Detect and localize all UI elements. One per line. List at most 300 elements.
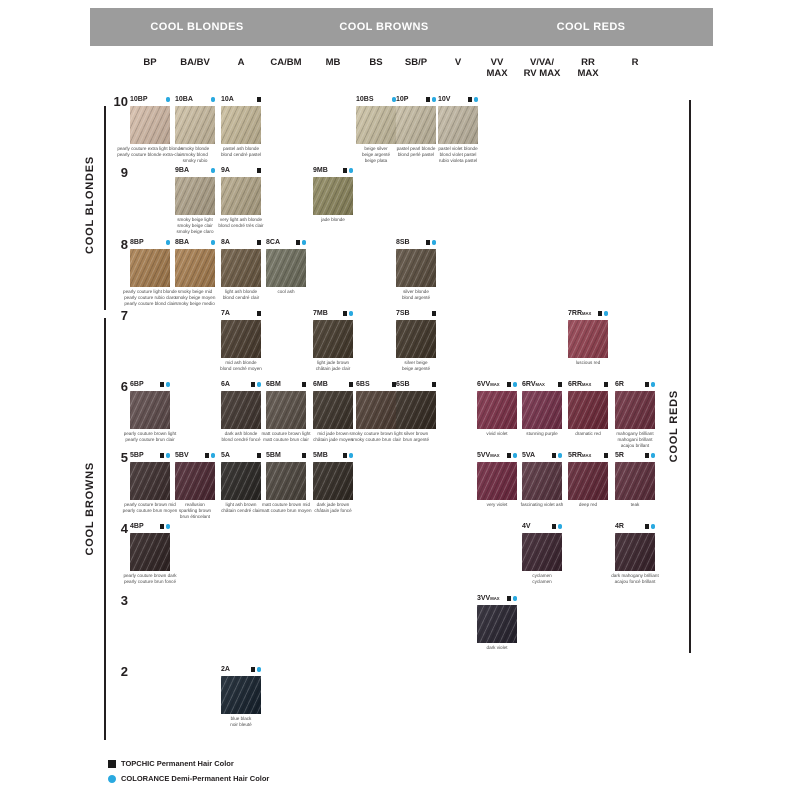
- shade-description: silver blonde blond argenté: [401, 289, 431, 301]
- shade-code: 6BM: [266, 381, 281, 388]
- shade-description: reallusion sparkling brown brun étincelant: [178, 502, 212, 520]
- shade-code: 9MB: [313, 167, 328, 174]
- cool-reds-bracket-line: [689, 100, 691, 653]
- column-header-bp: BP: [143, 57, 157, 68]
- hair-swatch: [568, 320, 608, 358]
- hair-swatch: [396, 106, 436, 144]
- row-level-7: 7: [120, 308, 128, 323]
- topchic-marker-icon: [426, 240, 431, 245]
- shade-markers: [598, 310, 609, 316]
- shade-code: 6VVMAX: [477, 381, 500, 388]
- shade-description: cool ash: [277, 289, 295, 294]
- shade-cell-header: [568, 452, 608, 461]
- shade-cell-header: [130, 96, 170, 105]
- shade-cell-header: [615, 381, 655, 390]
- hair-swatch: [356, 106, 396, 144]
- hair-swatch: [221, 249, 261, 287]
- shade-description: pearly couture brown light pearly couture brun clair: [123, 431, 177, 443]
- shade-description: silver beige beige argenté: [401, 360, 431, 372]
- row-level-9: 9: [120, 165, 128, 180]
- topchic-marker-icon: [160, 453, 165, 458]
- shade-markers: [257, 167, 262, 173]
- hair-swatch: [130, 462, 170, 500]
- colorance-marker-icon: [604, 311, 609, 316]
- shade-cell-header: [130, 452, 170, 461]
- side-label-cool-reds: COOL REDS: [668, 390, 680, 463]
- shade-cell-6sb: [396, 381, 436, 443]
- colorance-marker-icon: [349, 311, 354, 316]
- topchic-marker-icon: [302, 453, 307, 458]
- shade-code: 5RRMAX: [568, 452, 592, 459]
- hair-swatch: [356, 391, 396, 429]
- shade-cell-header: [356, 381, 396, 390]
- shade-markers: [302, 381, 307, 387]
- hair-swatch: [221, 676, 261, 714]
- shade-cell-header: [266, 381, 306, 390]
- topchic-marker-icon: [507, 382, 512, 387]
- legend-label-colorance: COLORANCE Demi-Permanent Hair Color: [121, 774, 270, 783]
- shade-markers: [604, 452, 609, 458]
- topchic-marker-icon: [160, 382, 165, 387]
- shade-cell-9a: [218, 167, 264, 229]
- shade-code: 4R: [615, 523, 624, 530]
- shade-cell-header: [477, 381, 517, 390]
- shade-code: 5BP: [130, 452, 144, 459]
- row-level-5: 5: [120, 450, 128, 465]
- shade-cell-header: [130, 239, 170, 248]
- hair-swatch: [522, 462, 562, 500]
- shade-cell-header: [266, 452, 306, 461]
- shade-cell-header: [396, 239, 436, 248]
- side-label-cool-blondes: COOL BLONDES: [84, 156, 96, 255]
- colorance-marker-icon: [513, 596, 518, 601]
- hair-swatch: [615, 391, 655, 429]
- shade-cell-header: [221, 167, 261, 176]
- shade-cell-header: [313, 167, 353, 176]
- shade-cell-header: [175, 452, 215, 461]
- shade-markers: [552, 452, 563, 458]
- shade-description: beige silver beige argenté beige plata: [361, 146, 391, 164]
- shade-markers: [604, 381, 609, 387]
- hair-swatch: [130, 249, 170, 287]
- shade-description: dark ash blonde blond cendré foncé: [221, 431, 261, 443]
- shade-cell-header: [438, 96, 478, 105]
- shade-markers: [558, 381, 563, 387]
- column-header-vvarvmax: V/VA/ RV MAX: [523, 57, 561, 79]
- shade-markers: [257, 239, 262, 245]
- shade-cell-6r: [615, 381, 655, 450]
- hair-swatch: [130, 106, 170, 144]
- shade-cell-4r: [611, 523, 659, 585]
- hair-swatch: [130, 533, 170, 571]
- topchic-marker-icon: [552, 524, 557, 529]
- shade-cell-header: [130, 523, 170, 532]
- colorance-marker-icon: [349, 453, 354, 458]
- row-level-3: 3: [120, 593, 128, 608]
- column-header-cabm: CA/BM: [270, 57, 302, 68]
- colorance-marker-icon: [166, 524, 171, 529]
- shade-markers: [166, 96, 171, 102]
- shade-description: mahogany brilliant mahogani brillant acajou brillant: [616, 431, 654, 449]
- shade-description: vivid violet: [486, 431, 508, 436]
- shade-markers: [211, 239, 216, 245]
- shade-description: light ash brown châtain cendré clair: [221, 502, 261, 514]
- shade-markers: [507, 595, 518, 601]
- shade-markers: [426, 96, 437, 102]
- shade-markers: [257, 452, 262, 458]
- shade-description: light ash blonde blond cendré clair: [222, 289, 260, 301]
- shade-markers: [343, 310, 354, 316]
- colorance-marker-icon: [651, 453, 656, 458]
- shade-description: smoky blonde smoky blond smoky rubio: [180, 146, 210, 164]
- shade-cell-header: [175, 96, 215, 105]
- shade-description: pearly couture extra light blonde pearly couture blonde extra-clair: [117, 146, 183, 158]
- shade-markers: [645, 452, 656, 458]
- shade-markers: [257, 310, 262, 316]
- colorance-marker-icon: [651, 382, 656, 387]
- hair-swatch: [313, 462, 353, 500]
- colorance-marker-icon: [513, 453, 518, 458]
- shade-markers: [251, 381, 262, 387]
- shade-description: stunning purple: [526, 431, 558, 436]
- shade-cell-5mb: [313, 452, 353, 514]
- hair-swatch: [221, 106, 261, 144]
- shade-code: 6RVMAX: [522, 381, 545, 388]
- shade-code: 2A: [221, 666, 230, 673]
- shade-markers: [343, 167, 354, 173]
- shade-markers: [257, 96, 262, 102]
- shade-cell-8ca: [266, 239, 306, 295]
- shade-code: 8A: [221, 239, 230, 246]
- hair-swatch: [396, 320, 436, 358]
- hair-swatch: [522, 391, 562, 429]
- topchic-marker-icon: [343, 168, 348, 173]
- shade-cell-9mb: [313, 167, 353, 223]
- shade-cell-3vvmax: [477, 595, 517, 651]
- column-header-vvmax: VV MAX: [486, 57, 508, 79]
- shade-code: 6BP: [130, 381, 144, 388]
- shade-cell-header: [477, 452, 517, 461]
- shade-description: very light ash blonde blond cendré très clair: [218, 217, 264, 229]
- hair-swatch: [221, 320, 261, 358]
- shade-markers: [507, 452, 518, 458]
- colorance-marker-icon: [211, 453, 216, 458]
- colorance-marker-icon: [166, 240, 171, 245]
- colorance-marker-icon: [513, 382, 518, 387]
- row-level-8: 8: [120, 237, 128, 252]
- hair-swatch: [175, 106, 215, 144]
- shade-markers: [166, 239, 171, 245]
- shade-description: pastel violet blonde blond violet pastel rubio violeta pastel: [438, 146, 478, 164]
- hair-swatch: [568, 462, 608, 500]
- hair-swatch: [396, 249, 436, 287]
- shade-code: 5R: [615, 452, 624, 459]
- hair-swatch: [477, 391, 517, 429]
- hair-swatch: [266, 249, 306, 287]
- shade-description: matt couture brown light matt couture brun clair: [261, 431, 311, 443]
- shade-markers: [343, 452, 354, 458]
- shade-code: 8BA: [175, 239, 190, 246]
- colorance-marker-icon: [257, 382, 262, 387]
- topchic-marker-icon: [296, 240, 301, 245]
- topchic-marker-icon: [604, 453, 609, 458]
- topchic-marker-icon: [160, 524, 165, 529]
- topchic-marker-icon: [598, 311, 603, 316]
- shade-code: 5VA: [522, 452, 536, 459]
- shade-code: 4BP: [130, 523, 144, 530]
- shade-cell-header: [396, 310, 436, 319]
- topchic-marker-icon: [604, 382, 609, 387]
- hair-swatch: [568, 391, 608, 429]
- shade-cell-6rvmax: [522, 381, 562, 437]
- shade-code: 8SB: [396, 239, 410, 246]
- shade-cell-header: [568, 381, 608, 390]
- column-header-rrmax: RR MAX: [577, 57, 599, 79]
- topchic-marker-icon: [507, 596, 512, 601]
- shade-cell-5va: [522, 452, 562, 508]
- shade-description: smoky couture brown light smoky couture brun clair: [349, 431, 403, 443]
- shade-code: 6BS: [356, 381, 370, 388]
- shade-code: 10BP: [130, 96, 148, 103]
- shade-markers: [160, 381, 171, 387]
- colorance-marker-icon: [211, 97, 216, 102]
- colorance-marker-icon: [257, 667, 262, 672]
- hair-swatch: [313, 177, 353, 215]
- shade-description: smoky beige light smoky beige clair smoky beige claro: [176, 217, 214, 235]
- column-header-babv: BA/BV: [180, 57, 210, 68]
- shade-cell-8sb: [396, 239, 436, 301]
- row-level-4: 4: [120, 521, 128, 536]
- hair-swatch: [130, 391, 170, 429]
- shade-cell-4v: [522, 523, 562, 585]
- colorance-marker-icon: [432, 97, 437, 102]
- shade-cell-header: [221, 381, 261, 390]
- shade-description: dramatic red: [575, 431, 601, 436]
- shade-cell-header: [221, 310, 261, 319]
- colorance-marker-icon: [166, 382, 171, 387]
- shade-description: pearly couture light blonde pearly couture rubio claro pearly couture blond clair: [123, 289, 177, 307]
- column-header-mb: MB: [325, 57, 341, 68]
- section-title-cool-browns: COOL BROWNS: [339, 21, 429, 33]
- colorance-marker-icon: [302, 240, 307, 245]
- shade-code: 9A: [221, 167, 230, 174]
- shade-code: 7RRMAX: [568, 310, 592, 317]
- shade-cell-header: [221, 239, 261, 248]
- shade-description: mid ash blonde blond cendré moyen: [220, 360, 262, 372]
- shade-cell-header: [221, 666, 261, 675]
- topchic-marker-icon: [432, 311, 437, 316]
- shade-cell-10a: [221, 96, 261, 158]
- topchic-marker-icon: [257, 168, 262, 173]
- shade-description: luscious red: [575, 360, 601, 365]
- hair-swatch: [615, 533, 655, 571]
- hair-swatch: [175, 462, 215, 500]
- shade-code: 6SB: [396, 381, 410, 388]
- hair-swatch: [438, 106, 478, 144]
- topchic-marker-icon: [251, 382, 256, 387]
- shade-markers: [302, 452, 307, 458]
- shade-description: teak: [630, 502, 640, 507]
- shade-description: dark mahogany brilliant acajou foncé brillant: [611, 573, 659, 585]
- legend-item-topchic: [108, 759, 269, 768]
- hair-swatch: [477, 462, 517, 500]
- shade-code: 8BP: [130, 239, 144, 246]
- column-header-bs: BS: [369, 57, 383, 68]
- topchic-marker-icon: [426, 97, 431, 102]
- shade-code: 5BM: [266, 452, 281, 459]
- shade-description: smoky beige mid smoky beige moyen smoky beige medio: [174, 289, 216, 307]
- topchic-marker-icon: [468, 97, 473, 102]
- shade-description: pearly couture brown mid pearly couture brun moyen: [122, 502, 178, 514]
- shade-cell-header: [175, 167, 215, 176]
- shade-code: 3VVMAX: [477, 595, 500, 602]
- colorance-marker-icon: [558, 524, 563, 529]
- topchic-marker-icon: [645, 453, 650, 458]
- shade-markers: [426, 239, 437, 245]
- hair-swatch: [175, 177, 215, 215]
- side-label-cool-browns: COOL BROWNS: [84, 462, 96, 556]
- shade-markers: [296, 239, 307, 245]
- shade-markers: [468, 96, 479, 102]
- shade-markers: [552, 523, 563, 529]
- shade-description: silver brown brun argenté: [402, 431, 430, 443]
- shade-code: 8CA: [266, 239, 281, 246]
- shade-cell-header: [396, 381, 436, 390]
- section-title-cool-reds: COOL REDS: [556, 21, 626, 33]
- row-level-2: 2: [120, 664, 128, 679]
- shade-code: 10A: [221, 96, 234, 103]
- shade-cell-header: [313, 310, 353, 319]
- hair-swatch: [522, 533, 562, 571]
- shade-code: 10BA: [175, 96, 193, 103]
- topchic-marker-icon: [558, 382, 563, 387]
- row-level-6: 6: [120, 379, 128, 394]
- legend-item-colorance: [108, 774, 269, 783]
- shade-markers: [432, 310, 437, 316]
- shade-markers: [349, 381, 354, 387]
- shade-description: pastel ash blonde blond cendré pastel: [220, 146, 262, 158]
- shade-description: matt couture brown mid matt couture brun moyen: [260, 502, 312, 514]
- shade-description: dark jade brown châtain jade foncé: [314, 502, 352, 514]
- topchic-marker-icon: [432, 382, 437, 387]
- shade-markers: [507, 381, 518, 387]
- topchic-marker-icon: [552, 453, 557, 458]
- shade-cell-7sb: [396, 310, 436, 372]
- topchic-marker-icon: [257, 453, 262, 458]
- colorance-marker-icon: [558, 453, 563, 458]
- shade-code: 4V: [522, 523, 531, 530]
- topchic-marker-icon: [205, 453, 210, 458]
- shade-description: pearly couture brown dark pearly couture brun foncé: [123, 573, 177, 585]
- shade-description: jade blonde: [321, 217, 345, 222]
- shade-description: light jade brown châtain jade clair: [315, 360, 351, 372]
- colorance-marker-icon: [166, 97, 171, 102]
- shade-code: 7MB: [313, 310, 328, 317]
- shade-cell-7rrmax: [568, 310, 608, 366]
- shade-code: 5BV: [175, 452, 189, 459]
- shade-cell-5vvmax: [477, 452, 517, 508]
- shade-cell-6bp: [123, 381, 177, 443]
- shade-description: cyclamen cyclamen: [532, 573, 552, 585]
- shade-description: very violet: [486, 502, 508, 507]
- shade-description: dark violet: [486, 645, 508, 650]
- topchic-marker-icon: [302, 382, 307, 387]
- column-header-r: R: [631, 57, 639, 68]
- topchic-marker-icon: [257, 240, 262, 245]
- hair-swatch: [313, 391, 353, 429]
- shade-cell-header: [221, 96, 261, 105]
- shade-code: 6A: [221, 381, 230, 388]
- hair-swatch: [477, 605, 517, 643]
- shade-cell-6vvmax: [477, 381, 517, 437]
- shade-markers: [205, 452, 216, 458]
- legend-label-topchic: TOPCHIC Permanent Hair Color: [121, 759, 234, 768]
- topchic-marker-icon: [343, 453, 348, 458]
- hair-swatch: [266, 391, 306, 429]
- shade-markers: [211, 167, 216, 173]
- topchic-marker-icon: [645, 524, 650, 529]
- shade-cell-6rrmax: [568, 381, 608, 437]
- column-header-a: A: [237, 57, 245, 68]
- shade-code: 7A: [221, 310, 230, 317]
- topchic-marker-icon: [251, 667, 256, 672]
- shade-cell-header: [175, 239, 215, 248]
- shade-cell-7a: [221, 310, 261, 372]
- shade-markers: [432, 381, 437, 387]
- shade-markers: [160, 452, 171, 458]
- shade-code: 5MB: [313, 452, 328, 459]
- shade-markers: [211, 96, 216, 102]
- row-level-10: 10: [113, 94, 128, 109]
- colorance-marker-icon: [651, 524, 656, 529]
- shade-markers: [645, 523, 656, 529]
- shade-cell-7mb: [313, 310, 353, 372]
- topchic-marker-icon: [257, 311, 262, 316]
- topchic-marker-icon: [257, 97, 262, 102]
- shade-cell-header: [313, 381, 353, 390]
- shade-description: mid jade brown châtain jade moyen: [313, 431, 353, 443]
- hair-swatch: [221, 462, 261, 500]
- shade-code: 10V: [438, 96, 451, 103]
- shade-cell-header: [615, 523, 655, 532]
- shade-code: 9BA: [175, 167, 190, 174]
- shade-markers: [160, 523, 171, 529]
- shade-markers: [251, 666, 262, 672]
- shade-cell-header: [130, 381, 170, 390]
- hair-swatch: [221, 177, 261, 215]
- topchic-square-icon: [108, 760, 116, 768]
- hair-swatch: [313, 320, 353, 358]
- shade-description: fascinating violet ash: [520, 502, 564, 507]
- shade-description: blue black noir bleuté: [230, 716, 252, 728]
- colorance-marker-icon: [474, 97, 479, 102]
- colorance-marker-icon: [166, 453, 171, 458]
- shade-description: pastel pearl blonde blond perlé pastel: [396, 146, 436, 158]
- shade-markers: [645, 381, 656, 387]
- cool-blondes-bracket-line: [104, 106, 106, 310]
- shade-cell-10v: [438, 96, 478, 165]
- topchic-marker-icon: [349, 382, 354, 387]
- shade-cell-2a: [221, 666, 261, 728]
- hair-swatch: [175, 249, 215, 287]
- shade-cell-header: [396, 96, 436, 105]
- shade-cell-header: [356, 96, 396, 105]
- shade-cell-header: [313, 452, 353, 461]
- shade-code: 5VVMAX: [477, 452, 500, 459]
- hair-swatch: [266, 462, 306, 500]
- shade-cell-5r: [615, 452, 655, 508]
- shade-code: 10P: [396, 96, 409, 103]
